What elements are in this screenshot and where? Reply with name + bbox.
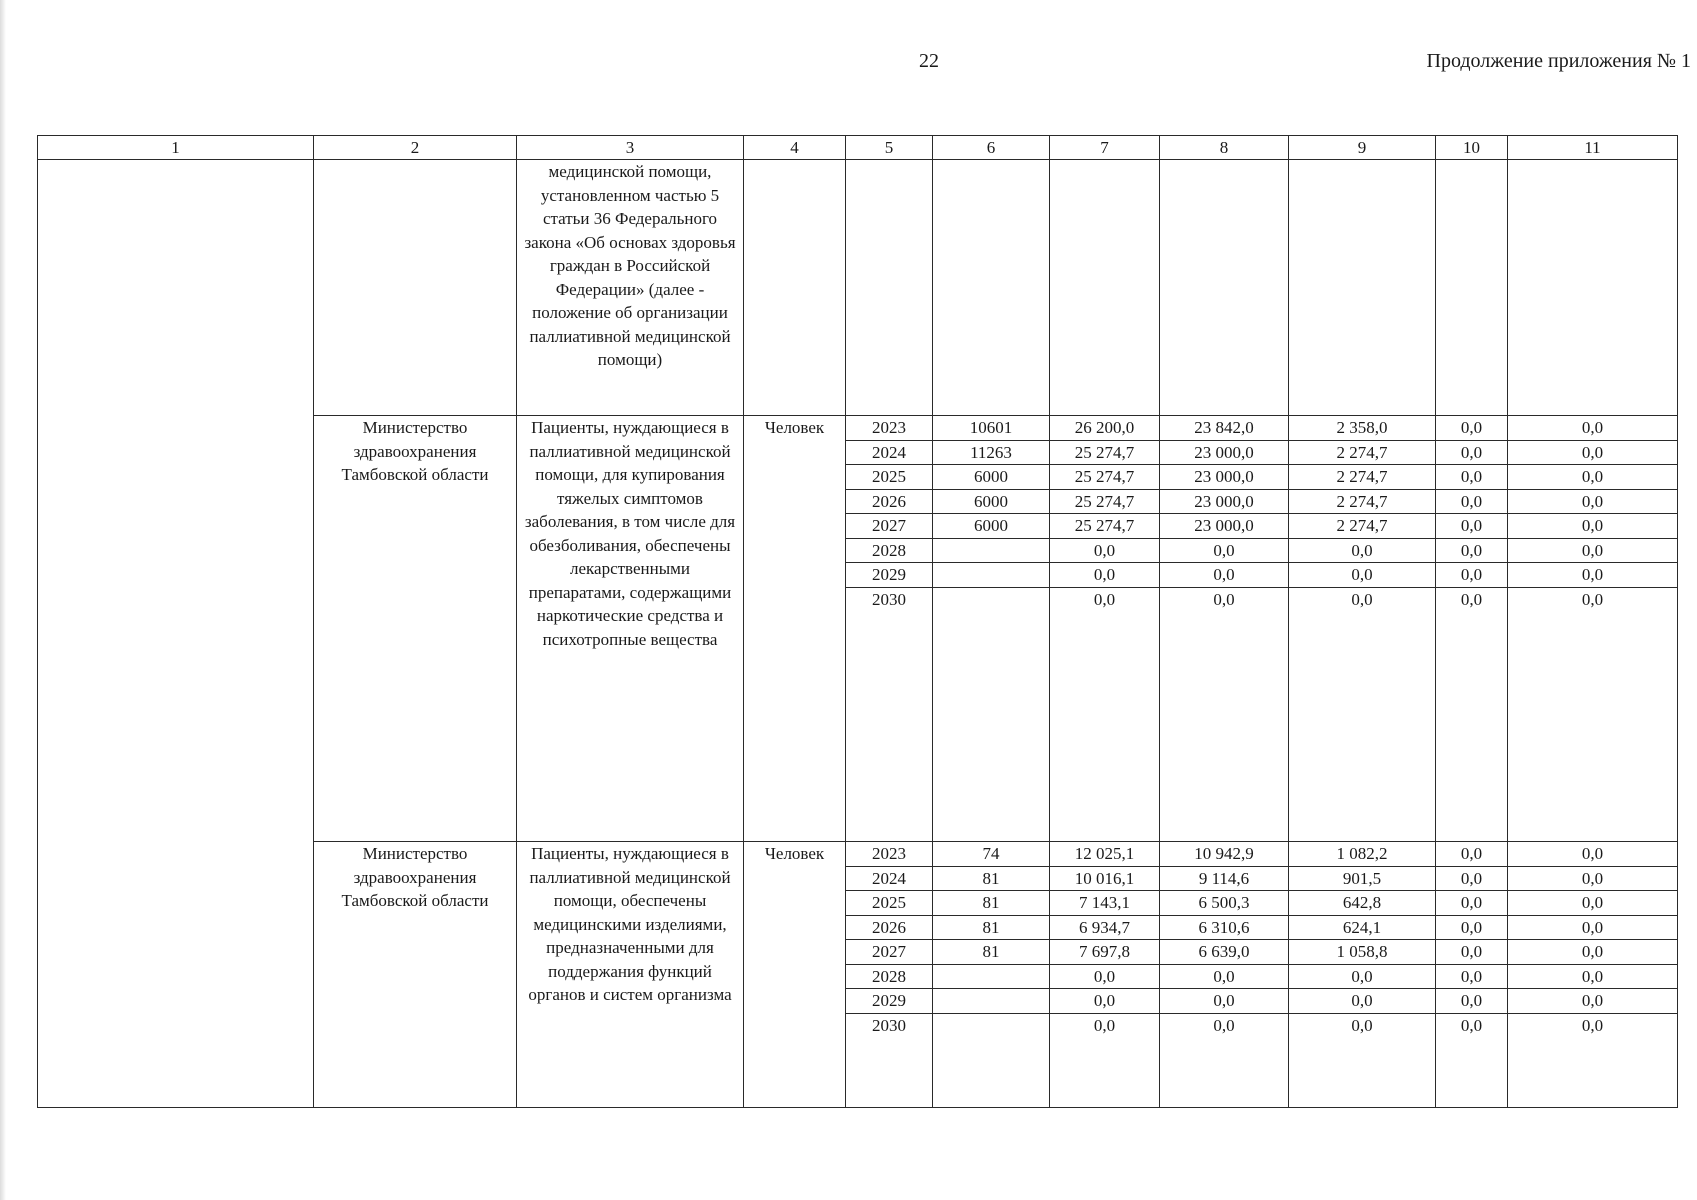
year-cell: 2026 — [846, 489, 933, 514]
total-cell: 25 274,7 — [1050, 489, 1160, 514]
total-cell: 7 697,8 — [1050, 940, 1160, 965]
header-cell: 11 — [1508, 136, 1678, 160]
header-row — [38, 136, 1678, 160]
regional-cell: 0,0 — [1289, 538, 1436, 563]
total-cell: 0,0 — [1050, 989, 1160, 1014]
header-cell: 8 — [1160, 136, 1289, 160]
federal-cell: 0,0 — [1160, 563, 1289, 588]
regional-cell: 0,0 — [1289, 989, 1436, 1014]
filler-cell — [1436, 1037, 1508, 1108]
total-cell: 0,0 — [1050, 964, 1160, 989]
regional-cell: 1 082,2 — [1289, 842, 1436, 867]
federal-cell: 6 310,6 — [1160, 915, 1289, 940]
organization-cell — [314, 160, 517, 416]
organization-cell: Министерство здравоохранения Тамбовской области — [314, 842, 517, 1108]
other-cell: 0,0 — [1508, 489, 1678, 514]
filler-cell — [1160, 1037, 1289, 1108]
filler-cell — [846, 1037, 933, 1108]
local-cell: 0,0 — [1436, 1013, 1508, 1037]
count-cell: 81 — [933, 915, 1050, 940]
year-cell: 2030 — [846, 587, 933, 611]
local-cell: 0,0 — [1436, 587, 1508, 611]
organization-cell: Министерство здравоохранения Тамбовской области — [314, 416, 517, 842]
federal-cell: 23 000,0 — [1160, 489, 1289, 514]
header-cell: 6 — [933, 136, 1050, 160]
count-cell — [933, 587, 1050, 611]
federal-cell: 6 639,0 — [1160, 940, 1289, 965]
other-cell: 0,0 — [1508, 866, 1678, 891]
local-cell: 0,0 — [1436, 915, 1508, 940]
header-cell: 10 — [1436, 136, 1508, 160]
total-cell: 10 016,1 — [1050, 866, 1160, 891]
year-cell: 2026 — [846, 915, 933, 940]
value-cell — [1160, 160, 1289, 416]
count-cell: 81 — [933, 940, 1050, 965]
regional-cell: 1 058,8 — [1289, 940, 1436, 965]
year-cell: 2028 — [846, 964, 933, 989]
regional-cell: 0,0 — [1289, 587, 1436, 611]
total-cell: 0,0 — [1050, 538, 1160, 563]
continuation-row — [38, 160, 1678, 416]
local-cell: 0,0 — [1436, 440, 1508, 465]
count-cell: 81 — [933, 866, 1050, 891]
count-cell: 6000 — [933, 489, 1050, 514]
unit-cell — [744, 160, 846, 416]
indicator-description: Пациенты, нуждающиеся в паллиативной медицинской помощи, обеспечены медицинскими изделиями, предназначенными для поддержания функций органов и систем организма — [517, 842, 744, 1108]
other-cell: 0,0 — [1508, 989, 1678, 1014]
local-cell: 0,0 — [1436, 891, 1508, 916]
header-cell: 4 — [744, 136, 846, 160]
year-cell: 2029 — [846, 563, 933, 588]
other-cell: 0,0 — [1508, 465, 1678, 490]
value-cell — [1289, 160, 1436, 416]
count-cell: 6000 — [933, 514, 1050, 539]
count-cell — [933, 563, 1050, 588]
year-cell: 2027 — [846, 514, 933, 539]
header-cell: 2 — [314, 136, 517, 160]
federal-cell: 0,0 — [1160, 538, 1289, 563]
filler-cell — [1050, 1037, 1160, 1108]
header-cell: 5 — [846, 136, 933, 160]
local-cell: 0,0 — [1436, 989, 1508, 1014]
header-cell: 1 — [38, 136, 314, 160]
filler-cell — [1436, 611, 1508, 842]
filler-cell — [933, 1037, 1050, 1108]
federal-cell: 23 000,0 — [1160, 440, 1289, 465]
other-cell: 0,0 — [1508, 563, 1678, 588]
local-cell: 0,0 — [1436, 514, 1508, 539]
column-1-cell — [38, 160, 314, 1108]
year-cell: 2028 — [846, 538, 933, 563]
filler-cell — [933, 611, 1050, 842]
local-cell: 0,0 — [1436, 964, 1508, 989]
filler-cell — [1160, 611, 1289, 842]
value-cell — [1050, 160, 1160, 416]
year-cell: 2024 — [846, 866, 933, 891]
regional-cell: 2 274,7 — [1289, 440, 1436, 465]
local-cell: 0,0 — [1436, 563, 1508, 588]
year-cell: 2030 — [846, 1013, 933, 1037]
year-cell: 2023 — [846, 416, 933, 441]
other-cell: 0,0 — [1508, 842, 1678, 867]
regional-cell: 0,0 — [1289, 563, 1436, 588]
federal-cell: 23 842,0 — [1160, 416, 1289, 441]
total-cell: 12 025,1 — [1050, 842, 1160, 867]
value-cell — [1436, 160, 1508, 416]
year-cell — [846, 160, 933, 416]
federal-cell: 0,0 — [1160, 964, 1289, 989]
filler-cell — [1508, 1037, 1678, 1108]
local-cell: 0,0 — [1436, 940, 1508, 965]
header-cell: 7 — [1050, 136, 1160, 160]
filler-cell — [1050, 611, 1160, 842]
total-cell: 25 274,7 — [1050, 514, 1160, 539]
filler-cell — [1289, 1037, 1436, 1108]
federal-cell: 0,0 — [1160, 989, 1289, 1014]
total-cell: 25 274,7 — [1050, 440, 1160, 465]
federal-cell: 23 000,0 — [1160, 465, 1289, 490]
year-cell: 2029 — [846, 989, 933, 1014]
local-cell: 0,0 — [1436, 489, 1508, 514]
other-cell: 0,0 — [1508, 1013, 1678, 1037]
count-cell — [933, 1013, 1050, 1037]
local-cell: 0,0 — [1436, 842, 1508, 867]
filler-cell — [1289, 611, 1436, 842]
year-cell: 2024 — [846, 440, 933, 465]
local-cell: 0,0 — [1436, 465, 1508, 490]
federal-cell: 0,0 — [1160, 587, 1289, 611]
unit-cell: Человек — [744, 416, 846, 842]
other-cell: 0,0 — [1508, 538, 1678, 563]
header-cell: 9 — [1289, 136, 1436, 160]
federal-cell: 23 000,0 — [1160, 514, 1289, 539]
count-cell: 11263 — [933, 440, 1050, 465]
regional-cell: 0,0 — [1289, 1013, 1436, 1037]
regional-cell: 901,5 — [1289, 866, 1436, 891]
other-cell: 0,0 — [1508, 587, 1678, 611]
continuation-description: медицинской помощи, установленном частью 5 статьи 36 Федерального закона «Об основах здоровья граждан в Российской Федерации» (далее - положение об организации паллиативной медицинской помощи) — [517, 160, 744, 416]
regional-cell: 624,1 — [1289, 915, 1436, 940]
other-cell: 0,0 — [1508, 915, 1678, 940]
page-number: 22 — [919, 50, 939, 72]
local-cell: 0,0 — [1436, 538, 1508, 563]
regional-cell: 2 358,0 — [1289, 416, 1436, 441]
other-cell: 0,0 — [1508, 940, 1678, 965]
count-cell — [933, 538, 1050, 563]
total-cell: 0,0 — [1050, 563, 1160, 588]
header-cell: 3 — [517, 136, 744, 160]
year-cell: 2023 — [846, 842, 933, 867]
year-cell: 2027 — [846, 940, 933, 965]
federal-cell: 10 942,9 — [1160, 842, 1289, 867]
local-cell: 0,0 — [1436, 866, 1508, 891]
count-cell: 74 — [933, 842, 1050, 867]
total-cell: 0,0 — [1050, 1013, 1160, 1037]
indicator-description: Пациенты, нуждающиеся в паллиативной медицинской помощи, для купирования тяжелых симптомов заболевания, в том числе для обезболивания, обеспечены лекарственными препаратами, содержащими наркотические средства и психотропные вещества — [517, 416, 744, 842]
local-cell: 0,0 — [1436, 416, 1508, 441]
scan-edge — [0, 0, 6, 1200]
filler-cell — [1508, 611, 1678, 842]
regional-cell: 2 274,7 — [1289, 514, 1436, 539]
page-caption: Продолжение приложения № 1 — [1426, 50, 1691, 72]
regional-cell: 2 274,7 — [1289, 489, 1436, 514]
total-cell: 25 274,7 — [1050, 465, 1160, 490]
total-cell: 6 934,7 — [1050, 915, 1160, 940]
year-cell: 2025 — [846, 891, 933, 916]
filler-cell — [846, 611, 933, 842]
federal-cell: 6 500,3 — [1160, 891, 1289, 916]
total-cell: 0,0 — [1050, 587, 1160, 611]
regional-cell: 0,0 — [1289, 964, 1436, 989]
count-cell: 6000 — [933, 465, 1050, 490]
other-cell: 0,0 — [1508, 440, 1678, 465]
year-cell: 2025 — [846, 465, 933, 490]
federal-cell: 9 114,6 — [1160, 866, 1289, 891]
unit-cell: Человек — [744, 842, 846, 1108]
count-cell: 81 — [933, 891, 1050, 916]
appendix-table — [37, 135, 1678, 1108]
other-cell: 0,0 — [1508, 891, 1678, 916]
regional-cell: 642,8 — [1289, 891, 1436, 916]
count-cell — [933, 964, 1050, 989]
other-cell: 0,0 — [1508, 514, 1678, 539]
regional-cell: 2 274,7 — [1289, 465, 1436, 490]
total-cell: 26 200,0 — [1050, 416, 1160, 441]
count-cell — [933, 989, 1050, 1014]
other-cell: 0,0 — [1508, 964, 1678, 989]
value-cell — [933, 160, 1050, 416]
other-cell: 0,0 — [1508, 416, 1678, 441]
value-cell — [1508, 160, 1678, 416]
total-cell: 7 143,1 — [1050, 891, 1160, 916]
federal-cell: 0,0 — [1160, 1013, 1289, 1037]
count-cell: 10601 — [933, 416, 1050, 441]
